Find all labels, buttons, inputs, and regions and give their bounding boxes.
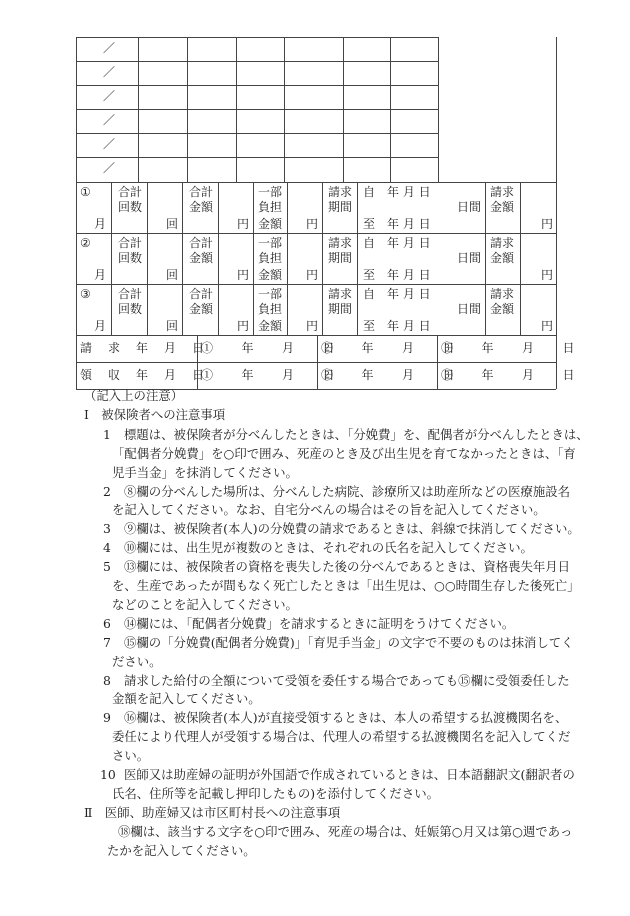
days-unit: 日間 — [457, 200, 482, 214]
grid-cell[interactable] — [139, 38, 187, 60]
note-text: ⑧欄の分べんした場所は、分べんした病院、診療所又は助産所などの医療施設名 — [124, 483, 571, 499]
row-slash-mark: ／ — [103, 89, 116, 103]
date-field[interactable]: ② 年 月 日 — [321, 341, 457, 355]
note-text: 金額を記入してください。 — [112, 691, 261, 707]
table-rule — [76, 362, 556, 363]
period-from: 自 年 月 日 — [363, 236, 431, 250]
note-text: ⑬欄には、被保険者の資格を喪失した後の分べんであるときは、資格喪失年月日 — [124, 559, 571, 575]
total-label: 合計 — [189, 287, 214, 301]
note-text: ださい。 — [112, 653, 162, 669]
partial-label: 金額 — [258, 319, 283, 333]
grid-cell[interactable] — [139, 110, 187, 132]
count-unit: 回 — [166, 319, 179, 333]
period-from: 自 年 月 日 — [363, 287, 431, 301]
table-rule — [76, 284, 77, 335]
yen-unit: 円 — [237, 268, 250, 282]
grid-cell[interactable] — [188, 38, 236, 60]
note-number: 4 — [103, 540, 111, 556]
note-text: ⑱欄は、該当する文字を○印で囲み、死産の場合は、妊娠第○月又は第○週であっ — [118, 823, 573, 839]
note-text: を記入してください。なお、自宅分べんの場合はその旨を記入してください。 — [112, 502, 546, 518]
yen-unit: 円 — [306, 268, 319, 282]
row-slash-mark: ／ — [103, 161, 116, 175]
table-rule — [520, 284, 521, 335]
partial-label: 金額 — [258, 268, 283, 282]
row-number: ② — [80, 236, 91, 250]
table-rule — [218, 233, 219, 284]
count-label: 回数 — [118, 302, 143, 316]
total-label: 合計 — [189, 236, 214, 250]
count-unit: 回 — [166, 268, 179, 282]
grid-cell[interactable] — [237, 86, 284, 108]
grid-cell[interactable] — [391, 110, 438, 132]
note-text: 「配偶者分娩費」を○印で囲み、死産のとき及び出生児を育てなかったときは、「育 — [112, 445, 576, 461]
table-rule — [485, 233, 486, 284]
partial-label: 一部 — [258, 185, 283, 199]
count-label: 合計 — [118, 287, 143, 301]
total-label: 合計 — [189, 185, 214, 199]
period-to: 至 年 月 日 — [363, 217, 431, 231]
grid-cell[interactable] — [344, 110, 390, 132]
table-rule — [147, 233, 148, 284]
grid-cell[interactable] — [285, 110, 343, 132]
table-rule — [253, 182, 254, 233]
table-rule — [438, 37, 439, 182]
notes-heading: （記入上の注意） — [84, 388, 184, 403]
date-field[interactable]: ③ 年 月 日 — [441, 368, 577, 382]
grid-cell[interactable] — [237, 38, 284, 60]
grid-cell[interactable] — [391, 134, 438, 156]
note-number: 5 — [103, 559, 111, 575]
table-rule — [218, 182, 219, 233]
partial-label: 一部 — [258, 287, 283, 301]
count-label: 回数 — [118, 200, 143, 214]
grid-cell[interactable] — [188, 86, 236, 108]
month-unit: 月 — [94, 319, 107, 333]
total-label: 金額 — [189, 200, 214, 214]
count-label: 合計 — [118, 236, 143, 250]
grid-cell[interactable] — [344, 158, 390, 180]
row-slash-mark: ／ — [103, 113, 116, 127]
note-text: 児手当金」を抹消してください。 — [112, 464, 298, 480]
table-rule — [76, 182, 556, 183]
count-label: 合計 — [118, 185, 143, 199]
table-rule — [147, 284, 148, 335]
table-rule — [76, 233, 77, 284]
row-slash-mark: ／ — [103, 65, 116, 79]
grid-cell[interactable] — [237, 110, 284, 132]
grid-cell[interactable] — [285, 38, 343, 60]
table-rule — [322, 182, 323, 233]
period-to: 至 年 月 日 — [363, 319, 431, 333]
claim-amount-label: 金額 — [490, 302, 515, 316]
note-text: さい。 — [112, 748, 150, 764]
grid-cell[interactable] — [188, 158, 236, 180]
row-number: ① — [80, 185, 91, 199]
note-text: ⑮欄の「分娩費(配偶者分娩費)」「育児手当金」の文字で不要のものは抹消してく — [124, 634, 574, 650]
table-rule — [182, 233, 183, 284]
grid-cell[interactable] — [285, 62, 343, 84]
grid-cell[interactable] — [237, 62, 284, 84]
grid-cell[interactable] — [344, 62, 390, 84]
yen-unit: 円 — [237, 319, 250, 333]
table-rule — [182, 182, 183, 233]
partial-label: 負担 — [258, 251, 283, 265]
period-from: 自 年 月 日 — [363, 185, 431, 199]
table-rule — [322, 284, 323, 335]
month-unit: 月 — [94, 217, 107, 231]
table-rule — [520, 233, 521, 284]
grid-cell[interactable] — [139, 62, 187, 84]
grid-cell[interactable] — [391, 158, 438, 180]
yen-unit: 円 — [541, 319, 554, 333]
grid-cell[interactable] — [285, 86, 343, 108]
grid-cell[interactable] — [391, 62, 438, 84]
table-rule — [76, 37, 77, 182]
table-rule — [556, 37, 557, 389]
grid-cell[interactable] — [344, 86, 390, 108]
claim-amount-label: 金額 — [490, 251, 515, 265]
note-number: 3 — [103, 521, 111, 537]
period-label: 期間 — [328, 251, 353, 265]
note-text: ⑨欄は、被保険者(本人)の分娩費の請求であるときは、斜線で抹消してください。 — [124, 521, 580, 537]
table-rule — [76, 233, 556, 234]
table-rule — [111, 284, 112, 335]
yen-unit: 円 — [306, 217, 319, 231]
claim-amount-label: 請求 — [490, 185, 515, 199]
table-rule — [76, 335, 77, 389]
table-rule — [76, 284, 556, 285]
grid-cell[interactable] — [188, 134, 236, 156]
table-rule — [147, 182, 148, 233]
note-number: 1 — [103, 426, 111, 442]
section-title: Ⅱ 医師、助産婦又は市区町村長への注意事項 — [84, 804, 341, 820]
note-text: ⑭欄には、「配偶者分娩費」を請求するときに証明をうけてください。 — [124, 615, 515, 631]
table-rule — [485, 284, 486, 335]
count-unit: 回 — [166, 217, 179, 231]
note-text: を、生産であったが間もなく死亡したときは「出生児は、○○時間生存した後死亡」 — [112, 578, 580, 593]
period-label: 期間 — [328, 302, 353, 316]
row-slash-mark: ／ — [103, 41, 116, 55]
row-slash-mark: ／ — [103, 137, 116, 151]
yen-unit: 円 — [237, 217, 250, 231]
date-field[interactable]: ② 年 月 日 — [321, 368, 457, 382]
grid-cell[interactable] — [139, 134, 187, 156]
note-text: ⑩欄には、出生児が複数のときは、それぞれの氏名を記入してください。 — [124, 540, 533, 556]
total-label: 金額 — [189, 251, 214, 265]
table-rule — [111, 182, 112, 233]
note-text: 氏名、住所等を記載し押印したもの)を添付してください。 — [112, 785, 439, 801]
claim-amount-label: 請求 — [490, 287, 515, 301]
yen-unit: 円 — [306, 319, 319, 333]
note-number: 6 — [103, 615, 111, 631]
grid-cell[interactable] — [391, 86, 438, 108]
grid-cell[interactable] — [237, 134, 284, 156]
table-rule — [357, 182, 358, 233]
note-text: たかを記入してください。 — [107, 842, 256, 858]
grid-cell[interactable] — [237, 158, 284, 180]
table-rule — [253, 284, 254, 335]
grid-cell[interactable] — [285, 158, 343, 180]
partial-label: 負担 — [258, 200, 283, 214]
date-field[interactable]: ① 年 月 日 — [201, 341, 337, 355]
count-label: 回数 — [118, 251, 143, 265]
grid-cell[interactable] — [344, 38, 390, 60]
table-rule — [287, 182, 288, 233]
grid-cell[interactable] — [188, 110, 236, 132]
note-number: 7 — [103, 634, 111, 650]
note-text: 医師又は助産婦の証明が外国語で作成されているときは、日本語翻訳文(翻訳者の — [124, 767, 575, 782]
note-number: 10 — [100, 767, 116, 782]
partial-label: 一部 — [258, 236, 283, 250]
table-rule — [287, 284, 288, 335]
note-text: ⑯欄は、被保険者(本人)が直接受領するときは、本人の希望する払渡機関名を、 — [124, 710, 568, 726]
row-number: ③ — [80, 287, 91, 301]
grid-cell[interactable] — [188, 62, 236, 84]
note-text: 請求した給付の全額について受領を委任する場合であっても⑮欄に受領委任した — [124, 672, 570, 688]
table-rule — [76, 182, 77, 233]
grid-cell[interactable] — [391, 38, 438, 60]
grid-cell[interactable] — [285, 134, 343, 156]
yen-unit: 円 — [541, 217, 554, 231]
date-field[interactable]: ③ 年 月 日 — [441, 341, 577, 355]
note-text: 標題は、被保険者が分べんしたときは、「分娩費」を、配偶者が分べんしたときは、 — [124, 426, 589, 442]
claim-amount-label: 金額 — [490, 200, 515, 214]
month-unit: 月 — [94, 268, 107, 282]
claim-amount-label: 請求 — [490, 236, 515, 250]
note-text: 委任により代理人が受領する場合は、代理人の希望する払渡機関名を記入してくだ — [112, 729, 571, 745]
table-rule — [111, 233, 112, 284]
period-label: 請求 — [328, 185, 353, 199]
table-rule — [322, 233, 323, 284]
days-unit: 日間 — [457, 302, 482, 316]
table-rule — [218, 284, 219, 335]
table-rule — [253, 233, 254, 284]
note-text: などのことを記入してください。 — [112, 596, 298, 612]
period-label: 請求 — [328, 236, 353, 250]
partial-label: 金額 — [258, 217, 283, 231]
table-rule — [76, 335, 556, 336]
table-rule — [357, 233, 358, 284]
section-title: Ⅰ 被保険者への注意事項 — [84, 406, 226, 422]
table-rule — [182, 284, 183, 335]
period-label: 期間 — [328, 200, 353, 214]
date-row-label: 請 求 年 月 日 — [80, 341, 207, 355]
total-label: 金額 — [189, 302, 214, 316]
grid-cell[interactable] — [139, 86, 187, 108]
table-rule — [520, 182, 521, 233]
period-label: 請求 — [328, 287, 353, 301]
note-number: 8 — [103, 672, 111, 688]
yen-unit: 円 — [541, 268, 554, 282]
partial-label: 負担 — [258, 302, 283, 316]
date-field[interactable]: ① 年 月 日 — [201, 368, 337, 382]
note-number: 2 — [103, 483, 111, 499]
grid-cell[interactable] — [139, 158, 187, 180]
note-number: 9 — [103, 710, 111, 726]
period-to: 至 年 月 日 — [363, 268, 431, 282]
table-rule — [357, 284, 358, 335]
days-unit: 日間 — [457, 251, 482, 265]
date-row-label: 領 収 年 月 日 — [80, 368, 207, 382]
table-rule — [287, 233, 288, 284]
grid-cell[interactable] — [344, 134, 390, 156]
table-rule — [485, 182, 486, 233]
